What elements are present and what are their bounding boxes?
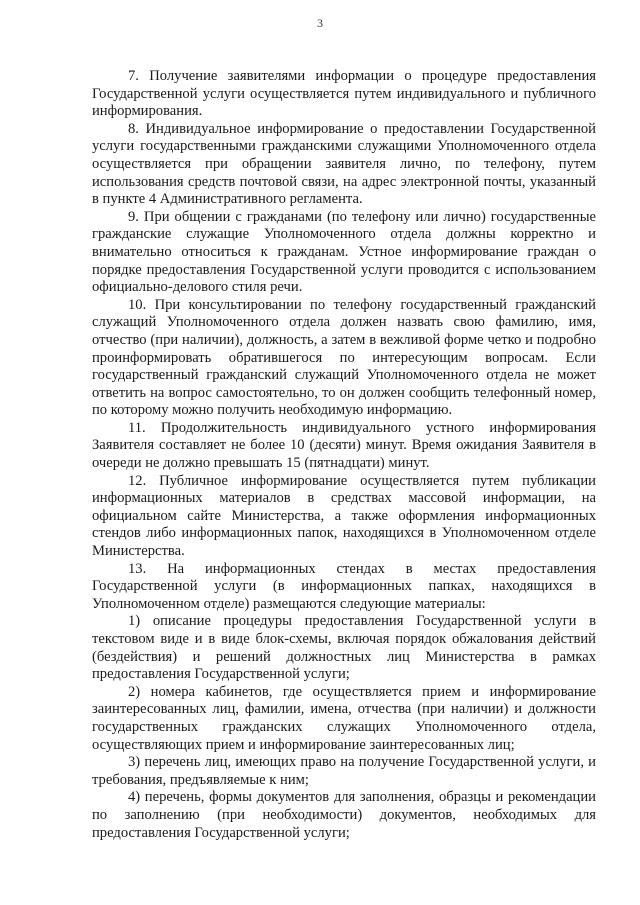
paragraph-12: 12. Публичное информирование осуществляется путем публикации информационных материалов в средствах массовой информации, на официальном сайте Министерства, а также оформления информационных стендов либо информационных папок, находящихся в Уполномоченном отделе Министерства. [92, 472, 596, 560]
list-item-1: 1) описание процедуры предоставления Государственной услуги в текстовом виде и в виде блок-схемы, включая порядок обжалования действий (бездействия) и решений должностных лиц Министерства в рамках предоставления Государственной услуги; [92, 613, 596, 683]
paragraph-10: 10. При консультировании по телефону государственный гражданский служащий Уполномоченного отдела должен назвать свою фамилию, имя, отчество (при наличии), должность, а затем в вежливой форме четко и подробно проинформировать обратившегося по интересующим вопросам. Если государственный гражданский служащий Уполномоченного отдела не может ответить на вопрос самостоятельно, то он должен сообщить телефонный номер, по которому можно получить необходимую информацию. [92, 296, 596, 419]
list-item-3: 3) перечень лиц, имеющих право на получение Государственной услуги, и требования, предъявляемые к ним; [92, 754, 596, 788]
paragraph-13: 13. На информационных стендах в местах предоставления Государственной услуги (в информационных папках, находящихся в Уполномоченном отделе) размещаются следующие материалы: [92, 560, 596, 612]
page-number: 3 [317, 16, 323, 30]
paragraph-7: 7. Получение заявителями информации о процедуре предоставления Государственной услуги осуществляется путем индивидуального и публичного информирования. [92, 68, 596, 120]
list-item-4: 4) перечень, формы документов для заполнения, образцы и рекомендации по заполнению (при необходимости) документов, необходимых для предоставления Государственной услуги; [92, 789, 596, 841]
paragraph-8: 8. Индивидуальное информирование о предоставлении Государственной услуги государственными гражданскими служащими Уполномоченного отдела осуществляется при обращении заявителя лично, по телефону, путем использования средств почтовой связи, на адрес электронной почты, указанный в пункте 4 Административного регламента. [92, 120, 596, 208]
paragraph-9: 9. При общении с гражданами (по телефону или лично) государственные гражданские служащие Уполномоченного отдела должны корректно и внимательно относиться к гражданам. Устное информирование граждан о порядке предоставления Государственной услуги проводится с использованием официально-делового стиля речи. [92, 208, 596, 296]
document-body [92, 68, 596, 842]
paragraph-11: 11. Продолжительность индивидуального устного информирования Заявителя составляет не более 10 (десяти) минут. Время ожидания Заявителя в очереди не должно превышать 15 (пятнадцати) минут. [92, 419, 596, 472]
list-item-2: 2) номера кабинетов, где осуществляется прием и информирование заинтересованных лиц, фамилии, имена, отчества (при наличии) и должности государственных гражданских служащих Уполномоченного отдела, осуществляющих прием и информирование заинтересованных лиц; [92, 683, 596, 753]
